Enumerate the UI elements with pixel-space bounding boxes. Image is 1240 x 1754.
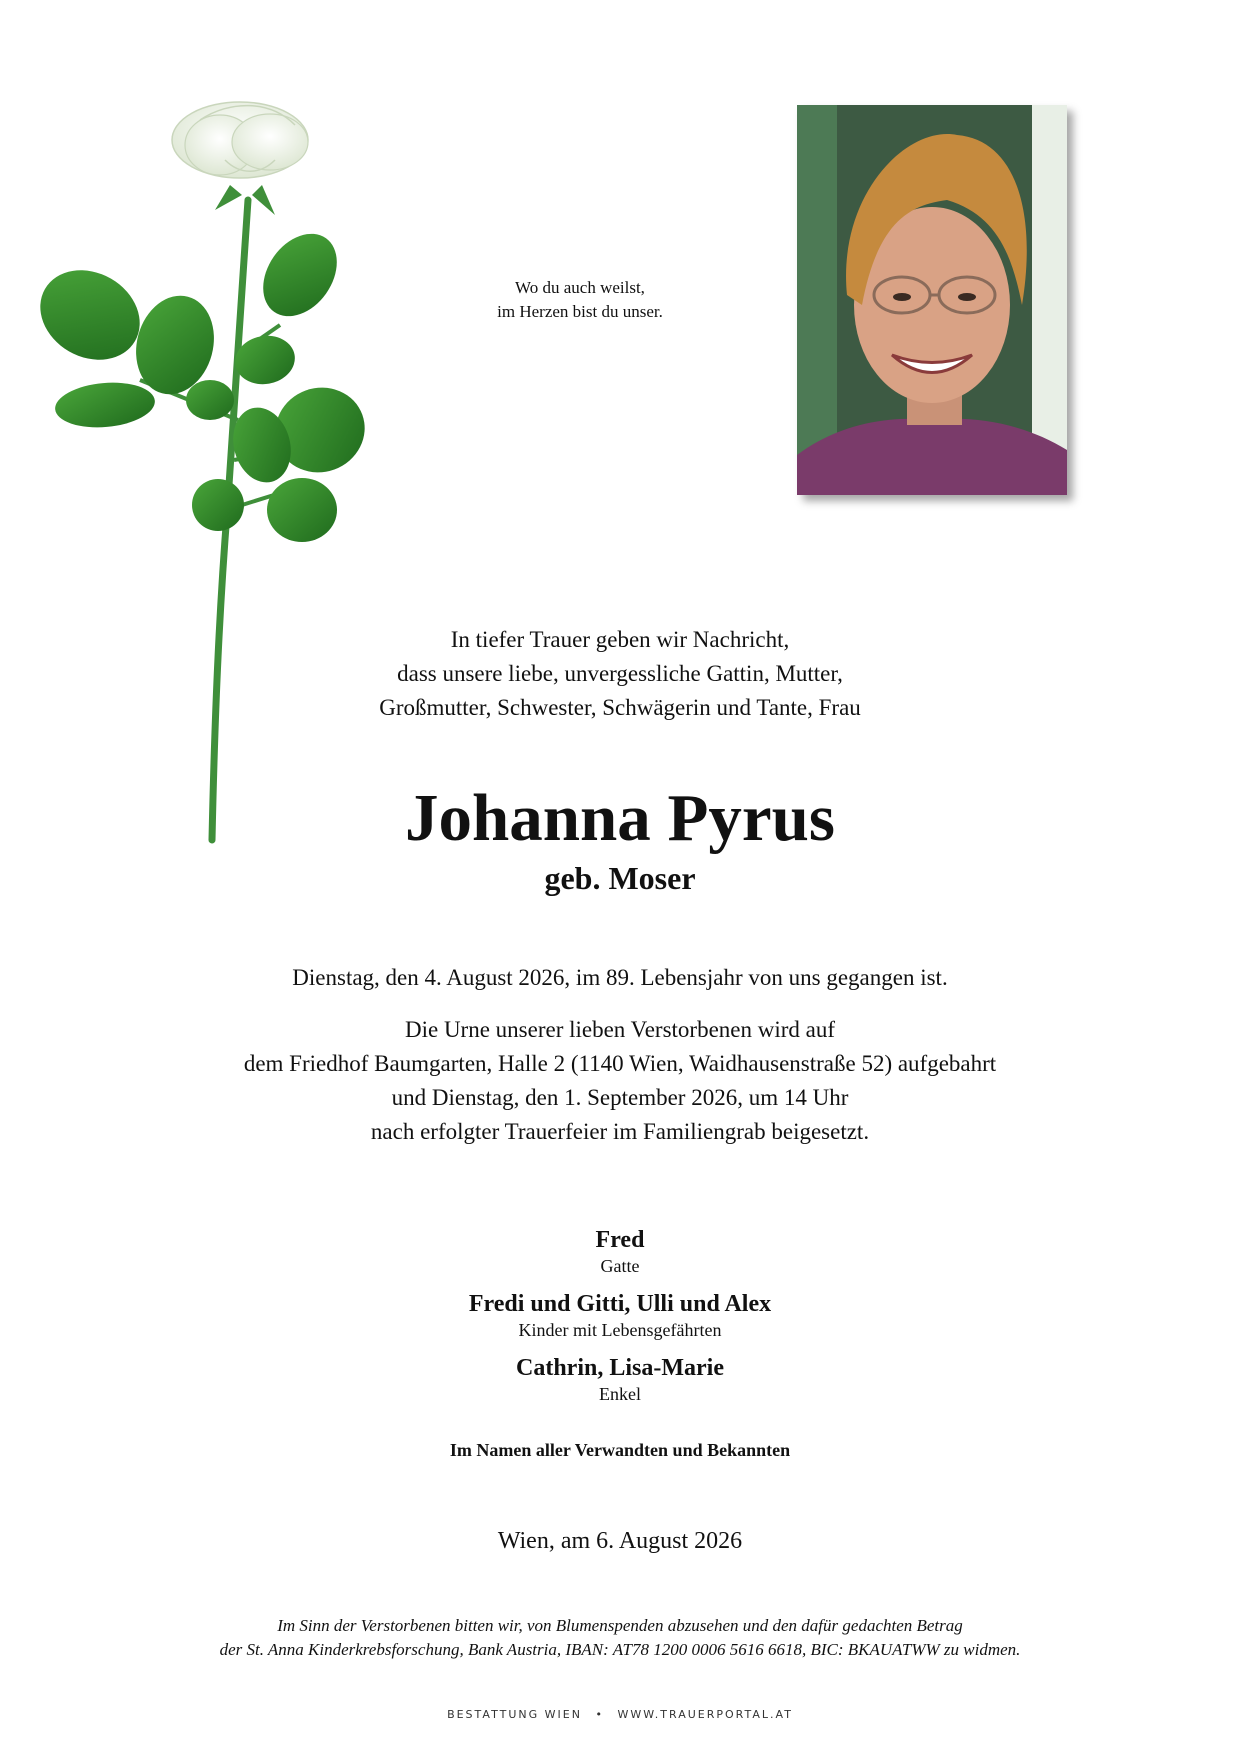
burial-details [160,1013,1080,1149]
donation-note [100,1614,1140,1662]
mourner-names: Fred [595,1227,645,1253]
mourner-names: Cathrin, Lisa-Marie [516,1355,724,1381]
behalf-note: Im Namen aller Verwandten und Bekannten [449,1440,791,1460]
death-notice: Dienstag, den 4. August 2026, im 89. Lebensjahr von uns gegangen ist. [292,965,948,990]
footer-separator: • [595,1708,604,1721]
intro-line-3: Großmutter, Schwester, Schwägerin und Tante, Frau [379,695,861,720]
deceased-name: Johanna Pyrus [404,781,836,855]
donation-line-1: Im Sinn der Verstorbenen bitten wir, von Blumenspenden abzusehen und den dafür gedachten Betrag [277,1616,963,1635]
mourner-relation: Enkel [599,1384,641,1404]
intro-line-1: In tiefer Trauer geben wir Nachricht, [450,627,790,652]
maiden-name: geb. Moser [544,860,696,896]
mourner-group [200,1289,1040,1341]
burial-line-1: Die Urne unserer lieben Verstorbenen wird auf [404,1017,836,1042]
quote-line-2: im Herzen bist du unser. [497,302,663,321]
mourner-group [200,1353,1040,1405]
intro-line-2: dass unsere liebe, unvergessliche Gattin, Mutter, [397,661,843,686]
place-date: Wien, am 6. August 2026 [497,1528,743,1554]
mourner-relation: Gatte [600,1256,640,1276]
portrait-photo-icon [797,105,1067,495]
memorial-quote [430,276,730,324]
burial-line-2: dem Friedhof Baumgarten, Halle 2 (1140 Wien, Waidhausenstraße 52) aufgebahrt [243,1051,997,1076]
footer [200,1708,1040,1721]
footer-company: BESTATTUNG WIEN [447,1708,582,1721]
intro-text [200,623,1040,725]
footer-website-link[interactable]: WWW.TRAUERPORTAL.AT [617,1708,793,1721]
mourner-group [200,1225,1040,1277]
portrait-photo [797,105,1067,495]
burial-line-3: und Dienstag, den 1. September 2026, um 14 Uhr [391,1085,849,1110]
burial-line-4: nach erfolgter Trauerfeier im Familiengrab beigesetzt. [370,1119,870,1144]
quote-line-1: Wo du auch weilst, [515,278,645,297]
white-rose-icon [30,100,410,860]
mourner-names: Fredi und Gitti, Ulli und Alex [468,1291,772,1317]
mourners-list [200,1225,1040,1417]
mourner-relation: Kinder mit Lebensgefährten [518,1320,722,1340]
donation-line-2: der St. Anna Kinderkrebsforschung, Bank Austria, IBAN: AT78 1200 0006 5616 6618, BIC: BKAUATWW zu widmen. [219,1640,1021,1659]
